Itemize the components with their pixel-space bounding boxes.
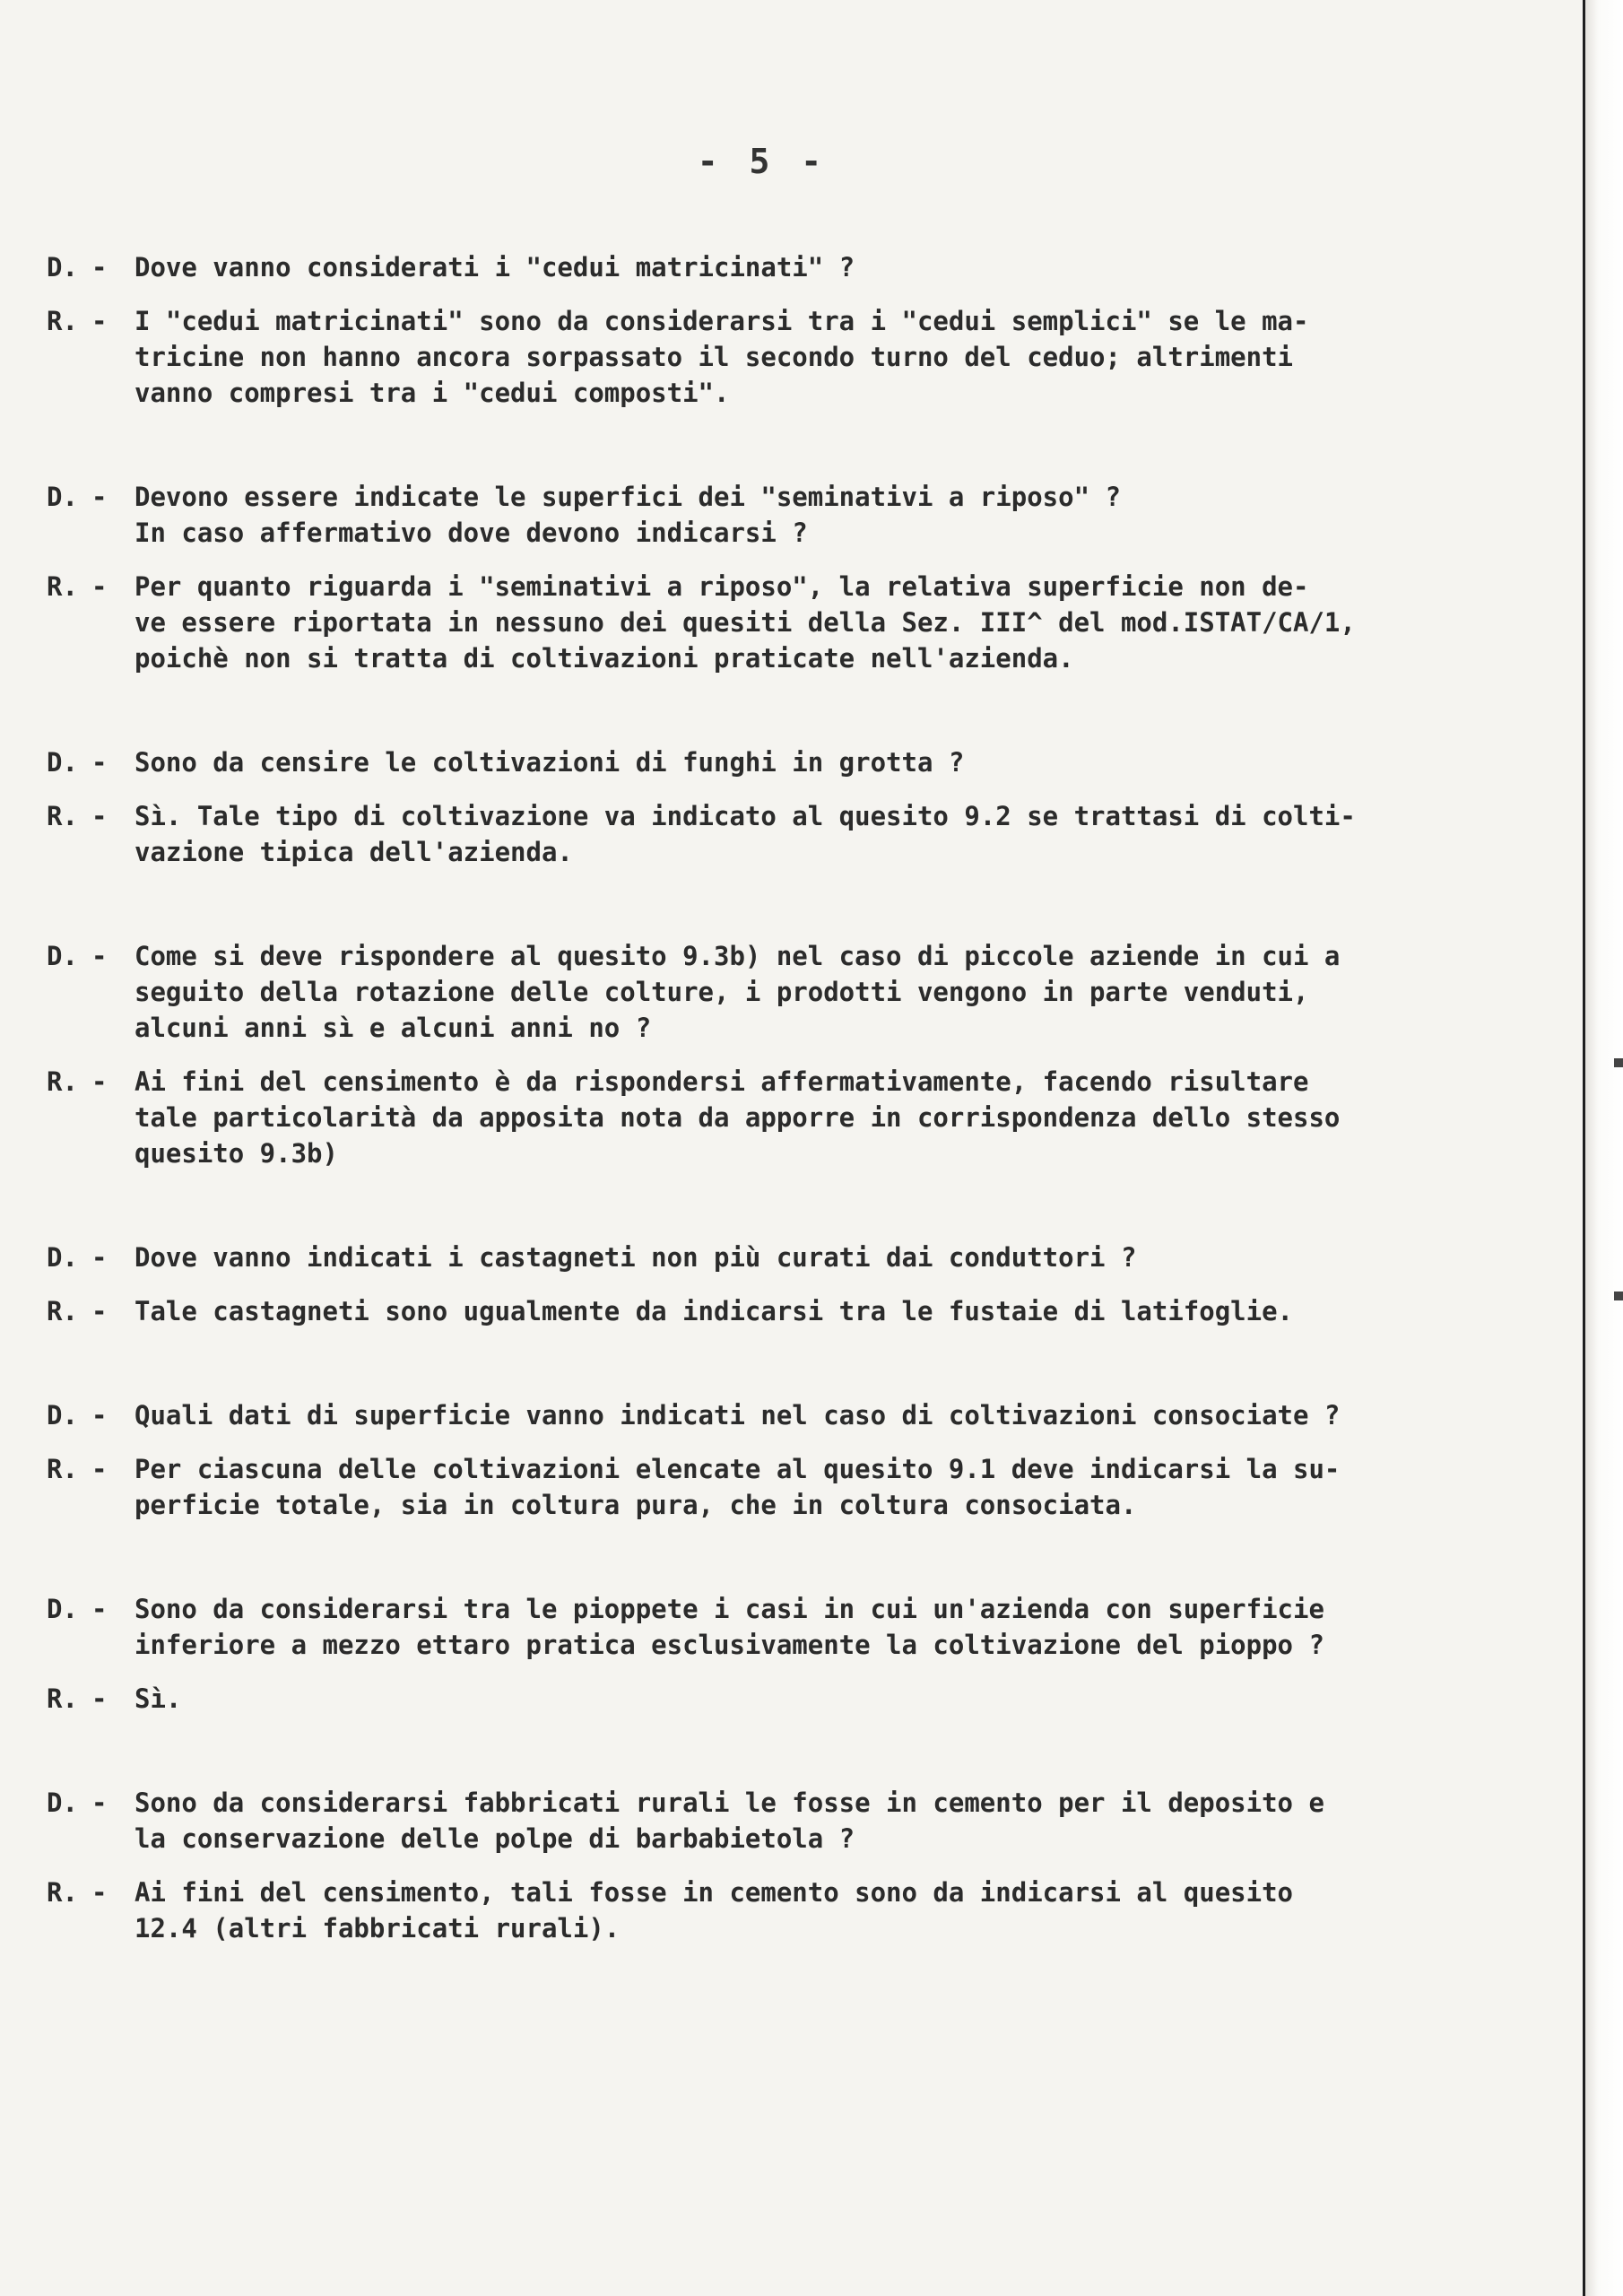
question-text — [135, 249, 1499, 285]
text-line: Come si deve rispondere al quesito 9.3b) nel caso di piccole aziende in cui a — [135, 941, 1341, 971]
question-text — [135, 744, 1499, 780]
dash-separator: - — [91, 482, 108, 512]
question-row — [47, 1239, 1499, 1275]
question-label — [47, 744, 135, 780]
question-text — [135, 479, 1499, 551]
text-line: perficie totale, sia in coltura pura, che in coltura consociata. — [135, 1490, 1137, 1520]
question-letter: D. — [47, 1242, 78, 1273]
text-line: alcuni anni sì e alcuni anni no ? — [135, 1013, 652, 1043]
answer-text — [135, 1451, 1499, 1523]
question-label — [47, 1785, 135, 1821]
text-line: quesito 9.3b) — [135, 1138, 338, 1169]
answer-letter: R. — [47, 1296, 78, 1326]
text-line: Sono da censire le coltivazioni di funghi in grotta ? — [135, 747, 965, 778]
answer-row — [47, 303, 1499, 411]
text-line: ve essere riportata in nessuno dei quesiti della Sez. III^ del mod.ISTAT/CA/1, — [135, 607, 1356, 638]
answer-row — [47, 569, 1499, 676]
text-line: vanno compresi tra i "cedui composti". — [135, 378, 730, 408]
answer-label — [47, 1874, 135, 1910]
qa-block — [47, 479, 1499, 676]
question-row — [47, 744, 1499, 780]
text-line: Quali dati di superficie vanno indicati nel caso di coltivazioni consociate ? — [135, 1400, 1341, 1431]
question-row — [47, 479, 1499, 551]
text-line: Tale castagneti sono ugualmente da indicarsi tra le fustaie di latifoglie. — [135, 1296, 1294, 1326]
text-line: Per quanto riguarda i "seminativi a riposo", la relativa superficie non de- — [135, 571, 1309, 602]
question-row — [47, 249, 1499, 285]
qa-block — [47, 744, 1499, 870]
answer-row — [47, 1874, 1499, 1946]
edge-mark — [1614, 1058, 1623, 1067]
question-letter: D. — [47, 1787, 78, 1818]
question-text — [135, 938, 1499, 1046]
text-line: Sono da considerarsi tra le pioppete i casi in cui un'azienda con superficie — [135, 1594, 1324, 1624]
text-line: Dove vanno considerati i "cedui matricinati" ? — [135, 252, 855, 283]
question-letter: D. — [47, 1400, 78, 1431]
answer-row — [47, 1064, 1499, 1171]
answer-text — [135, 798, 1499, 870]
answer-text — [135, 1681, 1499, 1717]
text-line: I "cedui matricinati" sono da considerarsi tra i "cedui semplici" se le ma- — [135, 306, 1309, 336]
question-letter: D. — [47, 941, 78, 971]
dash-separator: - — [91, 306, 108, 336]
question-label — [47, 479, 135, 515]
page-number: - 5 - — [697, 142, 828, 181]
answer-letter: R. — [47, 1454, 78, 1484]
dash-separator: - — [91, 747, 108, 778]
qa-block — [47, 1591, 1499, 1717]
text-line: vazione tipica dell'azienda. — [135, 837, 573, 867]
question-letter: D. — [47, 482, 78, 512]
answer-text — [135, 1293, 1499, 1329]
dash-separator: - — [91, 1066, 108, 1097]
question-letter: D. — [47, 252, 78, 283]
qa-block — [47, 249, 1499, 411]
dash-separator: - — [91, 1296, 108, 1326]
text-line: tale particolarità da apposita nota da apporre in corrispondenza dello stesso — [135, 1102, 1341, 1133]
text-line: Dove vanno indicati i castagneti non più curati dai conduttori ? — [135, 1242, 1137, 1273]
dash-separator: - — [91, 1454, 108, 1484]
dash-separator: - — [91, 1787, 108, 1818]
answer-row — [47, 1293, 1499, 1329]
question-text — [135, 1785, 1499, 1857]
question-label — [47, 1591, 135, 1627]
question-row — [47, 938, 1499, 1046]
qa-block — [47, 1239, 1499, 1329]
qa-block — [47, 1397, 1499, 1523]
answer-letter: R. — [47, 306, 78, 336]
question-label — [47, 249, 135, 285]
question-text — [135, 1397, 1499, 1433]
answer-letter: R. — [47, 1877, 78, 1908]
answer-text — [135, 569, 1499, 676]
question-row — [47, 1397, 1499, 1433]
answer-row — [47, 798, 1499, 870]
text-line: 12.4 (altri fabbricati rurali). — [135, 1913, 621, 1944]
answer-text — [135, 1874, 1499, 1946]
dash-separator: - — [91, 1877, 108, 1908]
dash-separator: - — [91, 571, 108, 602]
text-line: Per ciascuna delle coltivazioni elencate al quesito 9.1 deve indicarsi la su- — [135, 1454, 1341, 1484]
answer-letter: R. — [47, 1683, 78, 1714]
dash-separator: - — [91, 1400, 108, 1431]
answer-label — [47, 569, 135, 604]
text-line: seguito della rotazione delle colture, i prodotti vengono in parte venduti, — [135, 977, 1309, 1007]
question-row — [47, 1785, 1499, 1857]
dash-separator: - — [91, 801, 108, 831]
text-line: Sono da considerarsi fabbricati rurali le fosse in cemento per il deposito e — [135, 1787, 1324, 1818]
answer-label — [47, 1293, 135, 1329]
text-line: la conservazione delle polpe di barbabietola ? — [135, 1823, 855, 1854]
text-line: Devono essere indicate le superfici dei "seminativi a riposo" ? — [135, 482, 1121, 512]
qa-list — [47, 249, 1499, 2014]
text-line: Sì. Tale tipo di coltivazione va indicato al quesito 9.2 se trattasi di colti- — [135, 801, 1356, 831]
dash-separator: - — [91, 1594, 108, 1624]
text-line: Sì. — [135, 1683, 182, 1714]
dash-separator: - — [91, 252, 108, 283]
answer-letter: R. — [47, 571, 78, 602]
question-row — [47, 1591, 1499, 1663]
answer-label — [47, 1064, 135, 1100]
dash-separator: - — [91, 1683, 108, 1714]
text-line: poichè non si tratta di coltivazioni praticate nell'azienda. — [135, 643, 1074, 674]
answer-label — [47, 1451, 135, 1487]
answer-text — [135, 1064, 1499, 1171]
dash-separator: - — [91, 1242, 108, 1273]
text-line: In caso affermativo dove devono indicarsi ? — [135, 517, 808, 548]
answer-row — [47, 1451, 1499, 1523]
text-line: Ai fini del censimento, tali fosse in cemento sono da indicarsi al quesito — [135, 1877, 1294, 1908]
question-letter: D. — [47, 747, 78, 778]
answer-label — [47, 303, 135, 339]
question-label — [47, 938, 135, 974]
question-label — [47, 1239, 135, 1275]
page-edge — [1583, 0, 1623, 2296]
question-text — [135, 1239, 1499, 1275]
question-label — [47, 1397, 135, 1433]
text-line: Ai fini del censimento è da rispondersi affermativamente, facendo risultare — [135, 1066, 1309, 1097]
question-letter: D. — [47, 1594, 78, 1624]
answer-label — [47, 1681, 135, 1717]
dash-separator: - — [91, 941, 108, 971]
answer-letter: R. — [47, 1066, 78, 1097]
edge-mark — [1614, 1292, 1623, 1300]
qa-block — [47, 938, 1499, 1171]
question-text — [135, 1591, 1499, 1663]
text-line: tricine non hanno ancora sorpassato il secondo turno del ceduo; altrimenti — [135, 342, 1294, 372]
text-line: inferiore a mezzo ettaro pratica esclusivamente la coltivazione del pioppo ? — [135, 1630, 1324, 1660]
answer-letter: R. — [47, 801, 78, 831]
answer-label — [47, 798, 135, 834]
answer-row — [47, 1681, 1499, 1717]
answer-text — [135, 303, 1499, 411]
qa-block — [47, 1785, 1499, 1946]
